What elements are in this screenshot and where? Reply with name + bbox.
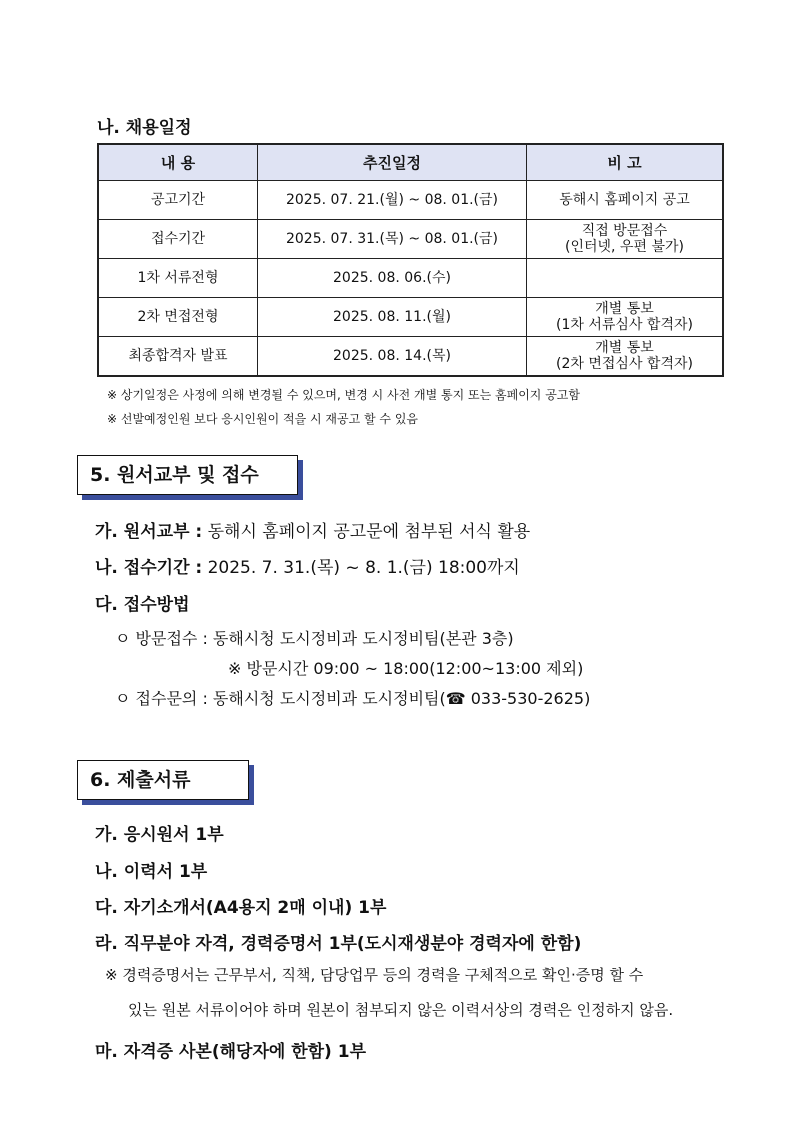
document-item: 마. 자격증 사본(해당자에 한함) 1부 — [95, 1042, 366, 1062]
table-row — [98, 259, 723, 298]
visit-application: ㅇ 방문접수 : 동해시청 도시정비과 도시정비팀(본관 3층) — [115, 629, 514, 648]
schedule-note — [527, 181, 724, 220]
schedule-item: 공고기간 — [98, 181, 258, 220]
column-header: 비 고 — [527, 144, 724, 181]
application-period-line — [95, 553, 520, 578]
schedule-note — [527, 259, 724, 298]
document-item: 가. 응시원서 1부 — [95, 825, 224, 845]
application-form-label: 가. 원서교부 : — [95, 522, 203, 542]
application-period-text: 2025. 7. 31.(목) ~ 8. 1.(금) 18:00까지 — [207, 558, 520, 578]
schedule-note — [527, 298, 724, 337]
table-row — [98, 298, 723, 337]
table-row — [98, 220, 723, 259]
table-row — [98, 337, 723, 377]
schedule-heading: 나. 채용일정 — [97, 118, 192, 138]
table-row — [98, 181, 723, 220]
schedule-note-line: (2차 면접심사 합격자) — [556, 356, 693, 372]
schedule-item: 2차 면접전형 — [98, 298, 258, 337]
schedule-note-line: 개별 통보 — [595, 301, 654, 317]
schedule-date: 2025. 08. 14.(목) — [258, 337, 527, 377]
document-item: 다. 자기소개서(A4용지 2매 이내) 1부 — [95, 898, 387, 918]
schedule-note-line: (1차 서류심사 합격자) — [556, 317, 693, 333]
schedule-note-line: 동해시 홈페이지 공고 — [559, 192, 690, 208]
schedule-date: 2025. 08. 11.(월) — [258, 298, 527, 337]
section-5-title: 5. 원서교부 및 접수 — [77, 455, 298, 495]
schedule-date: 2025. 08. 06.(수) — [258, 259, 527, 298]
schedule-note-line: 개별 통보 — [595, 340, 654, 356]
schedule-date: 2025. 07. 31.(목) ~ 08. 01.(금) — [258, 220, 527, 259]
schedule-note-text: ※ 선발예정인원 보다 응시인원이 적을 시 재공고 할 수 있음 — [107, 412, 419, 426]
schedule-date: 2025. 07. 21.(월) ~ 08. 01.(금) — [258, 181, 527, 220]
application-method-heading: 다. 접수방법 — [95, 595, 190, 615]
schedule-item: 최종합격자 발표 — [98, 337, 258, 377]
document-item: 나. 이력서 1부 — [95, 862, 208, 882]
application-period-label: 나. 접수기간 : — [95, 558, 203, 578]
schedule-note — [527, 337, 724, 377]
column-header: 내 용 — [98, 144, 258, 181]
schedule-table — [97, 143, 724, 377]
schedule-note-text: ※ 상기일정은 사정에 의해 변경될 수 있으며, 변경 시 사전 개별 통지 또는 홈페이지 공고함 — [107, 388, 580, 402]
schedule-item: 1차 서류전형 — [98, 259, 258, 298]
table-header-row — [98, 144, 723, 181]
schedule-note-line: (인터넷, 우편 불가) — [565, 239, 684, 255]
visit-hours-note: ※ 방문시간 09:00 ~ 18:00(12:00~13:00 제외) — [228, 659, 584, 678]
application-form-text: 동해시 홈페이지 공고문에 첨부된 서식 활용 — [207, 522, 531, 542]
schedule-item: 접수기간 — [98, 220, 258, 259]
schedule-note — [527, 220, 724, 259]
application-inquiry: ㅇ 접수문의 : 동해시청 도시정비과 도시정비팀(☎ 033-530-2625) — [115, 689, 591, 708]
column-header: 추진일정 — [258, 144, 527, 181]
section-6-title: 6. 제출서류 — [77, 760, 249, 800]
application-form-line — [95, 517, 530, 542]
schedule-note-line: 직접 방문접수 — [581, 223, 668, 239]
document-item: 라. 직무분야 자격, 경력증명서 1부(도시재생분야 경력자에 한함) — [95, 934, 582, 954]
career-certificate-note: ※ 경력증명서는 근무부서, 직책, 담당업무 등의 경력을 구체적으로 확인·증명 할 수 — [105, 966, 644, 984]
career-certificate-note-cont: 있는 원본 서류이어야 하며 원본이 첨부되지 않은 이력서상의 경력은 인정하지 않음. — [128, 1001, 674, 1019]
